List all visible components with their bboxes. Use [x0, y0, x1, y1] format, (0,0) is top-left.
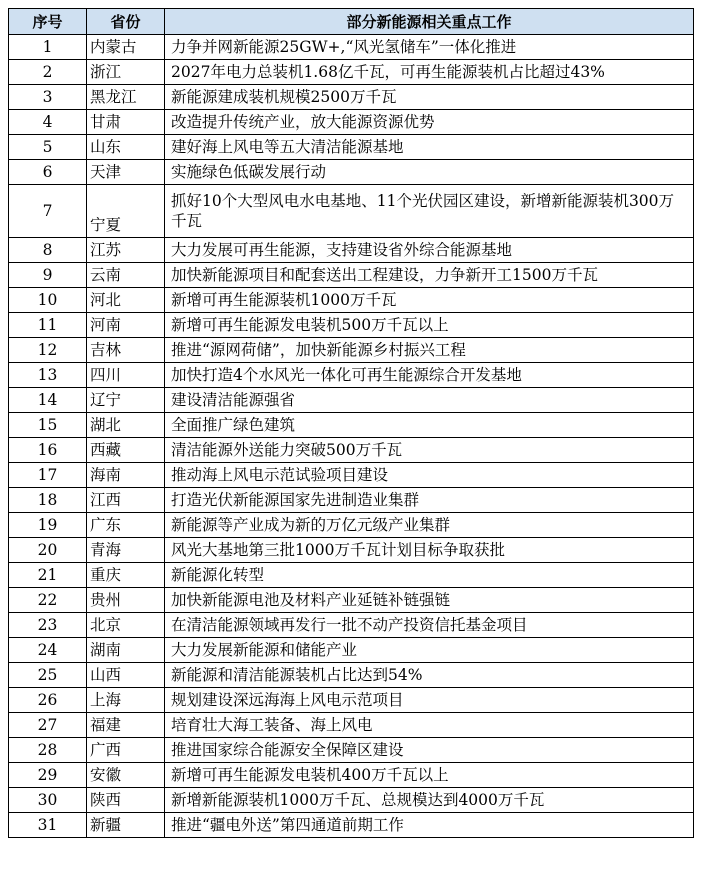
table-row [9, 463, 694, 488]
row-province: 湖南 [87, 638, 165, 663]
row-work: 清洁能源外送能力突破500万千瓦 [165, 438, 694, 463]
row-province: 河北 [87, 288, 165, 313]
row-index: 30 [9, 788, 87, 813]
row-work: 新增可再生能源发电装机400万千瓦以上 [165, 763, 694, 788]
row-province: 安徽 [87, 763, 165, 788]
row-province: 内蒙古 [87, 35, 165, 60]
row-work: 推进“源网荷储”，加快新能源乡村振兴工程 [165, 338, 694, 363]
row-province: 甘肃 [87, 110, 165, 135]
row-province: 江西 [87, 488, 165, 513]
row-province: 云南 [87, 263, 165, 288]
row-province: 西藏 [87, 438, 165, 463]
row-index: 16 [9, 438, 87, 463]
row-work: 新能源建成装机规模2500万千瓦 [165, 85, 694, 110]
row-province: 黑龙江 [87, 85, 165, 110]
row-index: 9 [9, 263, 87, 288]
row-province: 广西 [87, 738, 165, 763]
row-work: 加快新能源项目和配套送出工程建设，力争新开工1500万千瓦 [165, 263, 694, 288]
row-index: 24 [9, 638, 87, 663]
table-row [9, 238, 694, 263]
row-province: 上海 [87, 688, 165, 713]
table-row [9, 438, 694, 463]
row-work: 新增新能源装机1000万千瓦、总规模达到4000万千瓦 [165, 788, 694, 813]
row-index: 13 [9, 363, 87, 388]
row-work: 新增可再生能源发电装机500万千瓦以上 [165, 313, 694, 338]
row-province: 青海 [87, 538, 165, 563]
row-work: 力争并网新能源25GW+,“风光氢储车”一体化推进 [165, 35, 694, 60]
energy-work-table [8, 8, 694, 838]
row-work: 大力发展可再生能源，支持建设省外综合能源基地 [165, 238, 694, 263]
row-work: 建好海上风电等五大清洁能源基地 [165, 135, 694, 160]
row-index: 4 [9, 110, 87, 135]
table-row [9, 763, 694, 788]
table-row [9, 135, 694, 160]
row-index: 29 [9, 763, 87, 788]
row-work: 加快打造4个水风光一体化可再生能源综合开发基地 [165, 363, 694, 388]
table-row [9, 663, 694, 688]
table-row [9, 613, 694, 638]
row-index: 7 [9, 185, 87, 238]
row-index: 21 [9, 563, 87, 588]
table-row [9, 110, 694, 135]
row-province: 辽宁 [87, 388, 165, 413]
row-index: 25 [9, 663, 87, 688]
row-index: 5 [9, 135, 87, 160]
row-index: 8 [9, 238, 87, 263]
row-work: 风光大基地第三批1000万千瓦计划目标争取获批 [165, 538, 694, 563]
table-row [9, 738, 694, 763]
row-province: 山西 [87, 663, 165, 688]
row-work: 大力发展新能源和储能产业 [165, 638, 694, 663]
header-index: 序号 [9, 9, 87, 35]
table-row [9, 160, 694, 185]
row-work: 全面推广绿色建筑 [165, 413, 694, 438]
row-work: 改造提升传统产业，放大能源资源优势 [165, 110, 694, 135]
table-row [9, 85, 694, 110]
row-work: 抓好10个大型风电水电基地、11个光伏园区建设，新增新能源装机300万千瓦 [165, 185, 694, 238]
row-province: 天津 [87, 160, 165, 185]
row-work: 在清洁能源领域再发行一批不动产投资信托基金项目 [165, 613, 694, 638]
row-work: 推进“疆电外送”第四通道前期工作 [165, 813, 694, 838]
table-row [9, 263, 694, 288]
row-index: 1 [9, 35, 87, 60]
table-row [9, 788, 694, 813]
table-row [9, 638, 694, 663]
row-index: 18 [9, 488, 87, 513]
table-row [9, 313, 694, 338]
row-index: 15 [9, 413, 87, 438]
row-index: 6 [9, 160, 87, 185]
row-work: 规划建设深远海海上风电示范项目 [165, 688, 694, 713]
header-province: 省份 [87, 9, 165, 35]
table-row [9, 288, 694, 313]
table-row [9, 588, 694, 613]
row-province: 吉林 [87, 338, 165, 363]
row-province: 福建 [87, 713, 165, 738]
row-work: 2027年电力总装机1.68亿千瓦，可再生能源装机占比超过43% [165, 60, 694, 85]
row-index: 14 [9, 388, 87, 413]
row-index: 17 [9, 463, 87, 488]
row-index: 3 [9, 85, 87, 110]
table-row [9, 813, 694, 838]
table-header-row [9, 9, 694, 35]
row-index: 27 [9, 713, 87, 738]
row-work: 打造光伏新能源国家先进制造业集群 [165, 488, 694, 513]
row-index: 31 [9, 813, 87, 838]
row-index: 19 [9, 513, 87, 538]
row-work: 新增可再生能源装机1000万千瓦 [165, 288, 694, 313]
row-province: 湖北 [87, 413, 165, 438]
table-row [9, 513, 694, 538]
row-province: 广东 [87, 513, 165, 538]
row-work: 实施绿色低碳发展行动 [165, 160, 694, 185]
table-row [9, 563, 694, 588]
table-row [9, 688, 694, 713]
row-province: 陕西 [87, 788, 165, 813]
table-body [9, 35, 694, 838]
row-index: 10 [9, 288, 87, 313]
row-index: 22 [9, 588, 87, 613]
row-province: 四川 [87, 363, 165, 388]
header-work: 部分新能源相关重点工作 [165, 9, 694, 35]
row-work: 新能源化转型 [165, 563, 694, 588]
row-index: 23 [9, 613, 87, 638]
row-index: 11 [9, 313, 87, 338]
table-row [9, 185, 694, 238]
row-work: 加快新能源电池及材料产业延链补链强链 [165, 588, 694, 613]
row-province: 江苏 [87, 238, 165, 263]
row-index: 26 [9, 688, 87, 713]
row-work: 建设清洁能源强省 [165, 388, 694, 413]
table-row [9, 338, 694, 363]
row-province: 贵州 [87, 588, 165, 613]
energy-work-table-container [8, 8, 693, 838]
row-province: 重庆 [87, 563, 165, 588]
row-index: 2 [9, 60, 87, 85]
table-row [9, 35, 694, 60]
row-province: 宁夏 [87, 185, 165, 238]
row-province: 河南 [87, 313, 165, 338]
row-province: 北京 [87, 613, 165, 638]
row-index: 20 [9, 538, 87, 563]
table-row [9, 363, 694, 388]
row-index: 12 [9, 338, 87, 363]
row-work: 推进国家综合能源安全保障区建设 [165, 738, 694, 763]
table-row [9, 413, 694, 438]
table-row [9, 713, 694, 738]
row-province: 新疆 [87, 813, 165, 838]
row-province: 浙江 [87, 60, 165, 85]
row-work: 新能源和清洁能源装机占比达到54% [165, 663, 694, 688]
row-work: 新能源等产业成为新的万亿元级产业集群 [165, 513, 694, 538]
row-work: 推动海上风电示范试验项目建设 [165, 463, 694, 488]
table-row [9, 388, 694, 413]
table-row [9, 538, 694, 563]
table-row [9, 60, 694, 85]
row-index: 28 [9, 738, 87, 763]
row-province: 海南 [87, 463, 165, 488]
row-province: 山东 [87, 135, 165, 160]
table-row [9, 488, 694, 513]
row-work: 培育壮大海工装备、海上风电 [165, 713, 694, 738]
